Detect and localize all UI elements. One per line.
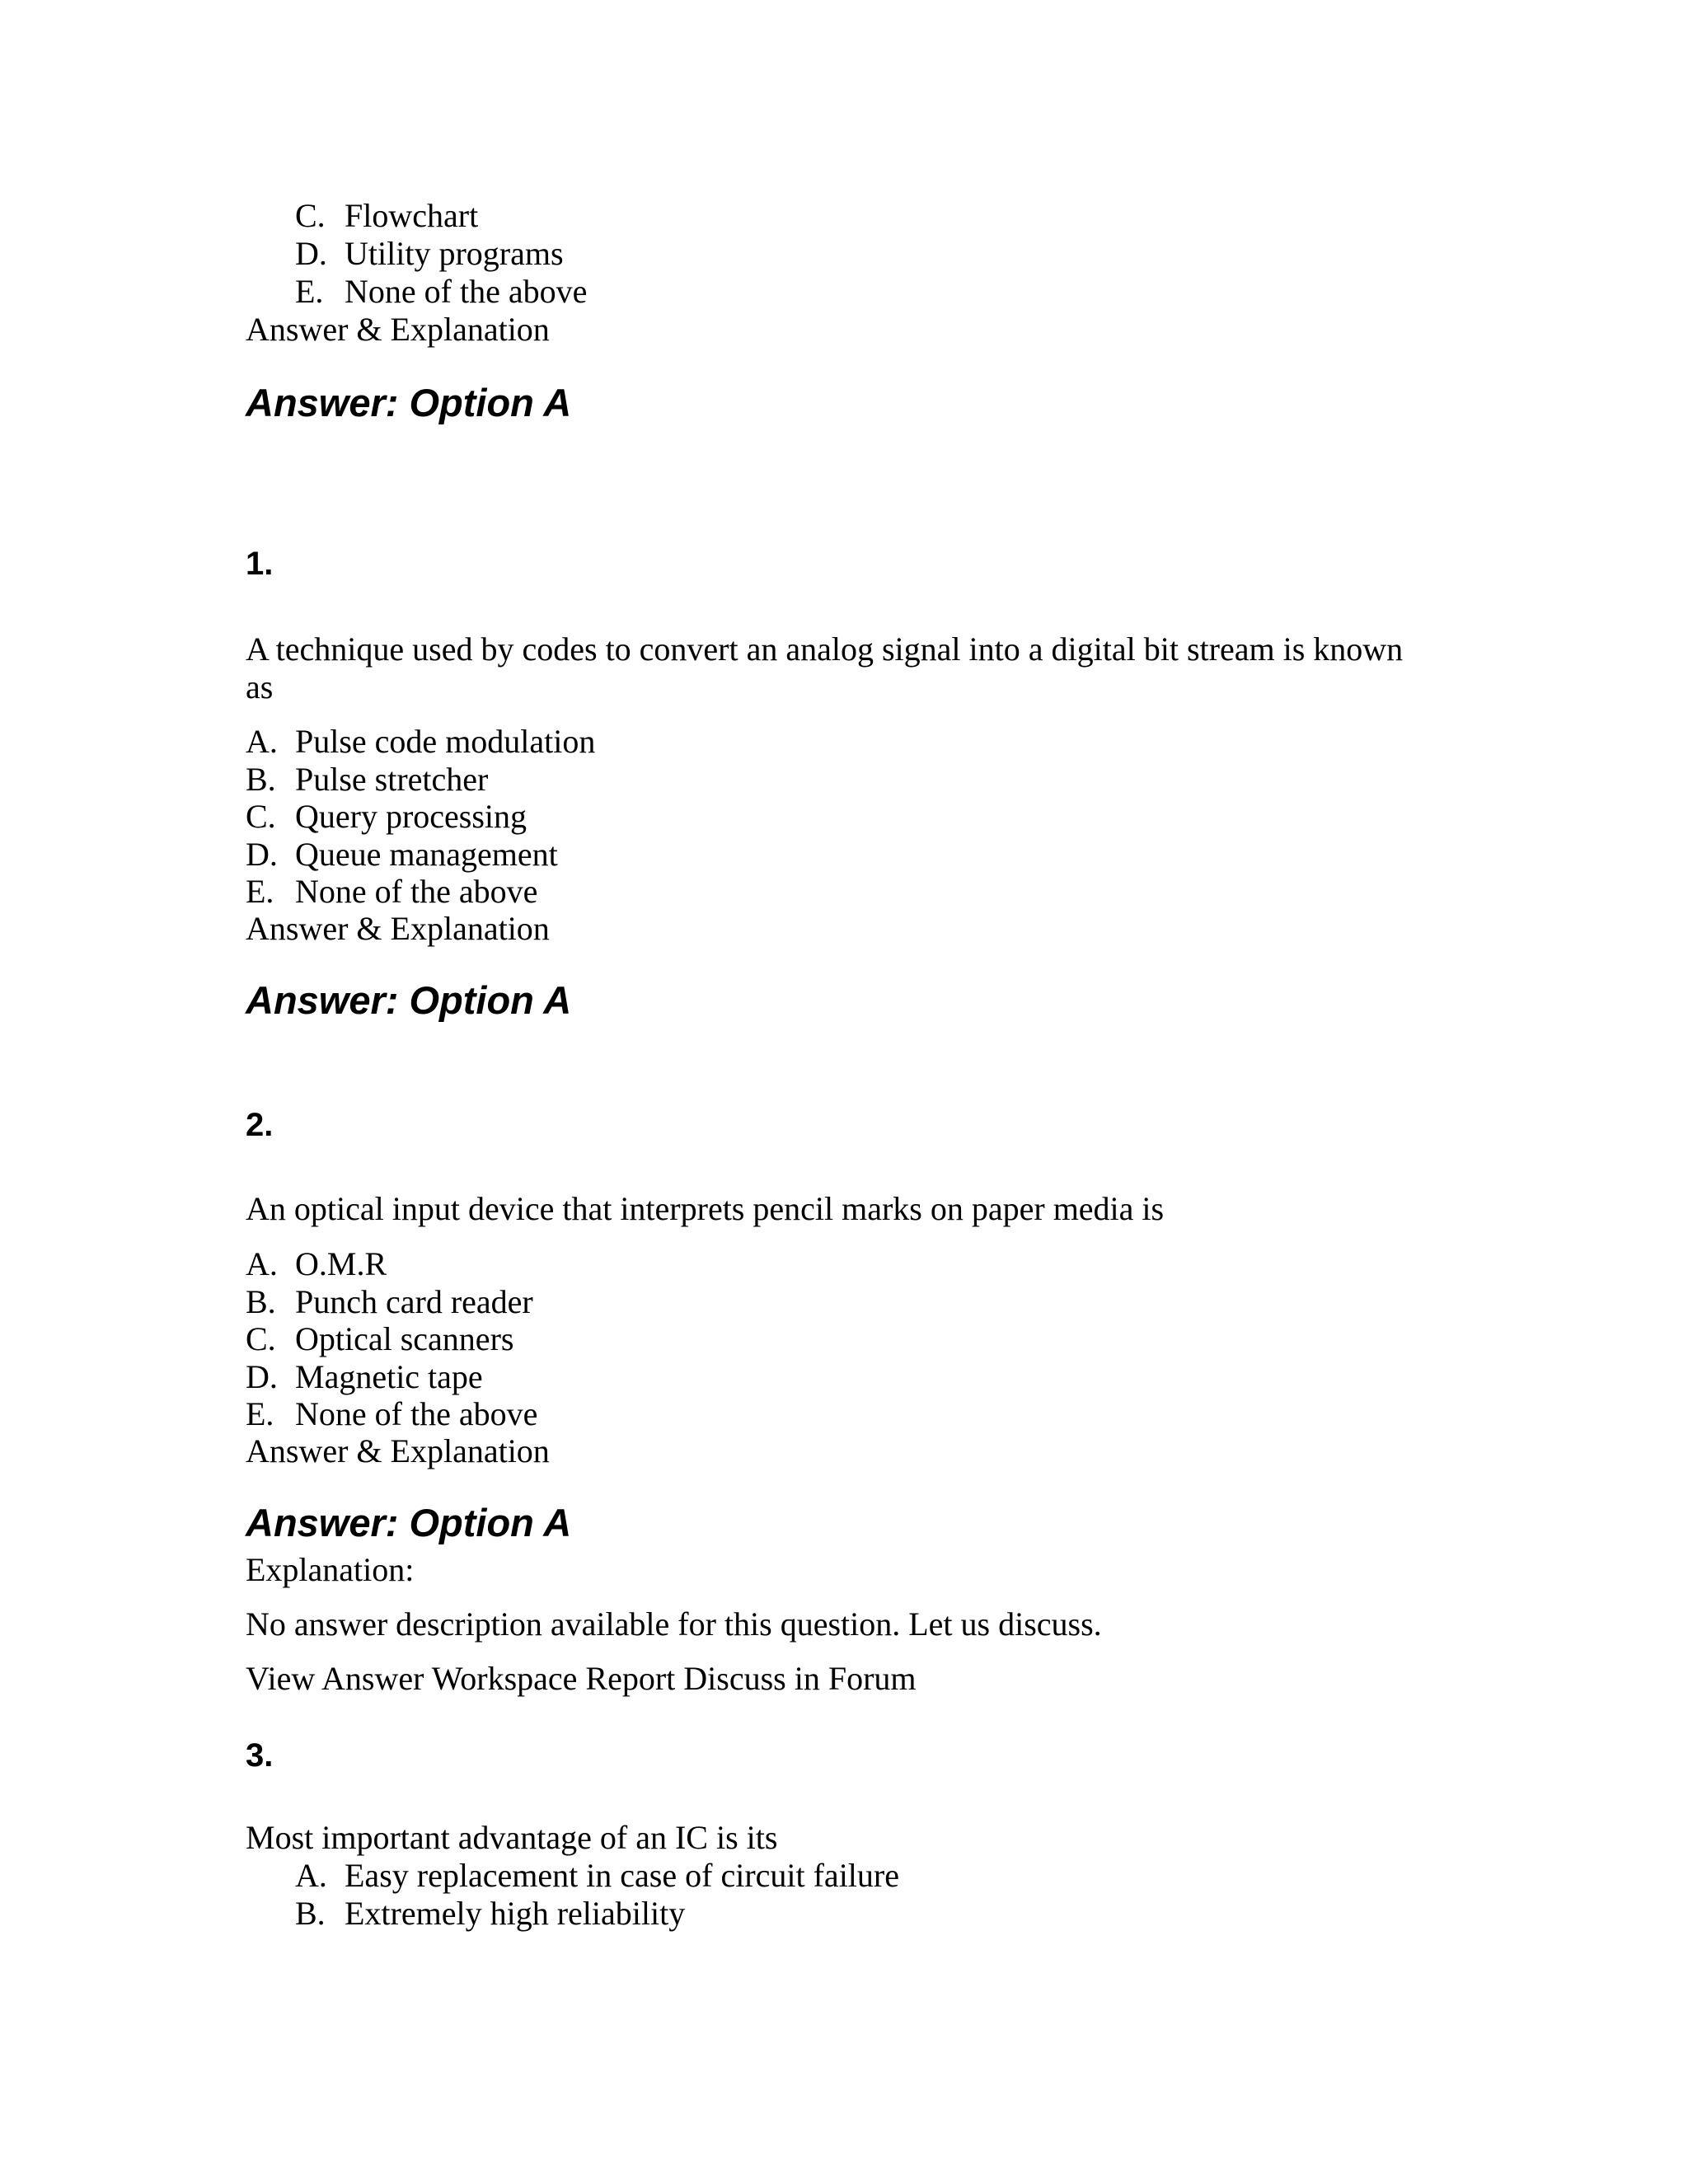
- option-e: E. None of the above: [246, 873, 538, 910]
- explanation-text: No answer description available for this question. Let us discuss.: [246, 1605, 1102, 1643]
- question-text: A technique used by codes to convert an analog signal into a digital bit stream is known: [246, 630, 1404, 668]
- answer-heading: Answer: Option A: [246, 381, 572, 424]
- option-e: E. None of the above: [246, 1395, 538, 1432]
- answer-explanation-link[interactable]: Answer & Explanation: [246, 311, 550, 348]
- option-b: B. Extremely high reliability: [295, 1895, 686, 1932]
- explanation-label: Explanation:: [246, 1551, 415, 1588]
- question-text: Most important advantage of an IC is its: [246, 1819, 778, 1856]
- answer-explanation-link[interactable]: Answer & Explanation: [246, 910, 550, 947]
- option-a: A. O.M.R: [246, 1245, 387, 1282]
- question-text-continued: as: [246, 668, 274, 705]
- option-d: D. Utility programs: [295, 235, 564, 272]
- option-b: B. Pulse stretcher: [246, 761, 489, 798]
- option-c: C. Optical scanners: [246, 1320, 514, 1357]
- option-a: A. Easy replacement in case of circuit failure: [295, 1857, 899, 1894]
- option-e: E. None of the above: [295, 273, 588, 310]
- question-number: 3.: [246, 1737, 274, 1774]
- option-c: C. Query processing: [246, 798, 528, 835]
- option-d: D. Queue management: [246, 836, 558, 873]
- answer-explanation-link[interactable]: Answer & Explanation: [246, 1432, 550, 1469]
- option-b: B. Punch card reader: [246, 1283, 533, 1320]
- question-number: 1.: [246, 546, 274, 582]
- option-a: A. Pulse code modulation: [246, 723, 596, 760]
- answer-heading: Answer: Option A: [246, 1501, 572, 1544]
- option-c: C. Flowchart: [295, 197, 479, 234]
- question-number: 2.: [246, 1107, 274, 1143]
- question-text: An optical input device that interprets pencil marks on paper media is: [246, 1190, 1165, 1227]
- answer-heading: Answer: Option A: [246, 978, 572, 1022]
- option-d: D. Magnetic tape: [246, 1358, 483, 1395]
- question-actions[interactable]: View Answer Workspace Report Discuss in Forum: [246, 1660, 917, 1697]
